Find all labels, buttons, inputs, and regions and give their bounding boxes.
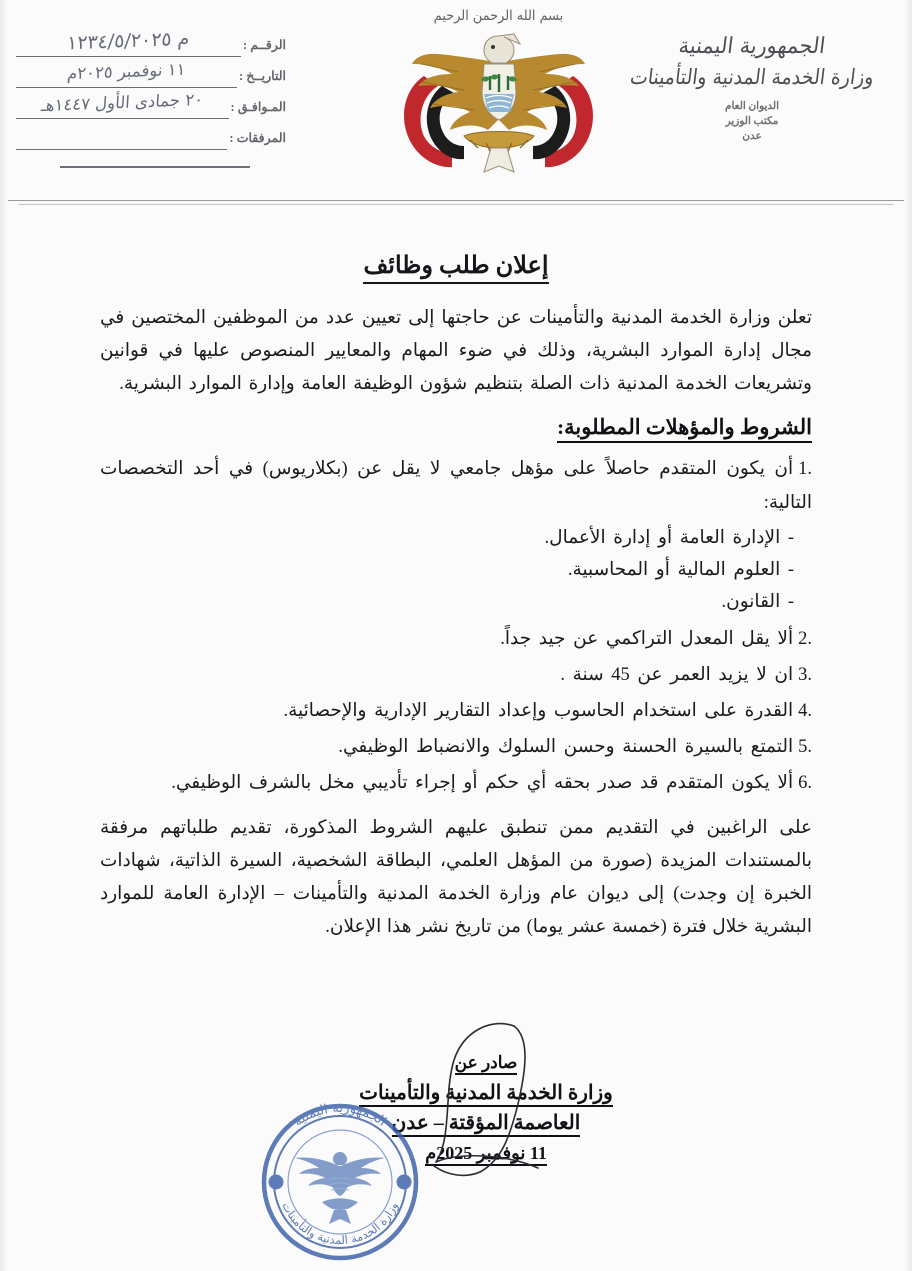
- condition-text-6: ألا يكون المتقدم قد صدر بحقه أي حكم أو إجراء تأديبي مخل بالشرف الوظيفي.: [171, 773, 794, 793]
- signature-block: [0, 1048, 912, 1168]
- reference-hijri-label: المـوافـق :: [230, 100, 286, 114]
- stamp-bottom-text: وزارة الخدمة المدنية والتأمينات: [279, 1199, 401, 1248]
- condition-number-5: .5: [798, 737, 812, 757]
- reference-number-label: الرقــم :: [242, 38, 286, 52]
- specialization-item-3: - القانون.: [721, 592, 794, 612]
- specialization-item-1: - الإدارة العامة أو إدارة الأعمال.: [544, 528, 794, 548]
- condition-item-3: [100, 658, 812, 692]
- condition-number-1: .1: [798, 459, 812, 479]
- conditions-list: [100, 452, 812, 800]
- header-divider-rule: [8, 200, 904, 201]
- section-heading-requirements: [100, 415, 812, 440]
- department-city: عدن: [742, 131, 762, 142]
- reference-hijri-value-field: [16, 89, 229, 119]
- reference-attachments-row: [16, 119, 286, 150]
- national-emblem-block: [386, 8, 611, 180]
- condition-item-1: [100, 452, 812, 618]
- reference-bottom-rule: [60, 166, 250, 168]
- condition-text-4: القدرة على استخدام الحاسوب وإعداد التقارير الإدارية والإحصائية.: [283, 701, 794, 721]
- condition-number-2: .2: [798, 629, 812, 649]
- signing-location-line: [359, 1108, 613, 1138]
- issued-by-line: [359, 1048, 613, 1078]
- republic-name: الجمهورية اليمنية: [677, 34, 827, 59]
- ministry-name: وزارة الخدمة المدنية والتأمينات: [628, 65, 876, 89]
- condition-item-2: [100, 622, 812, 656]
- section-heading-text: الشروط والمؤهلات المطلوبة:: [557, 415, 812, 443]
- condition-number-6: .6: [798, 773, 812, 793]
- condition-item-5: [100, 730, 812, 764]
- reference-date-label: التاريــخ :: [238, 69, 286, 83]
- condition-item-6: [100, 766, 812, 800]
- reference-date-handwritten: ١١ نوفمبر ٢٠٢٥م: [66, 59, 187, 84]
- reference-number-value-field: [16, 27, 241, 57]
- condition-text-2: ألا يقل المعدل التراكمي عن جيد جداً.: [500, 629, 794, 649]
- reference-block: [16, 26, 286, 168]
- reference-number-handwritten: م ١٢٣٤/٥/٢٠٢٥: [66, 27, 191, 55]
- signing-date-line: [359, 1138, 613, 1168]
- closing-paragraph: على الراغبين في التقديم ممن تنطبق عليهم الشروط المذكورة، تقديم طلباتهم مرفقة بالمستندات المزيدة (صورة من المؤهل العلمي، البطاقة الشخصية، السيرة الذاتية، شهادات الخبرة إن وجدت) إلى ديوان عام وزارة الخدمة المدنية والتأمينات – الإدارة العامة للموارد البشرية خلال فترة (خمسة عشر يوما) من تاريخ نشر هذا الإعلان.: [100, 818, 812, 937]
- signing-location-text: العاصمة المؤقتة – عدن: [392, 1112, 581, 1137]
- reference-hijri-handwritten: ٢٠ جمادى الأول ١٤٤٧هـ: [40, 89, 204, 116]
- specializations-list: [100, 522, 812, 618]
- ministry-letterhead: [612, 34, 892, 144]
- reference-attachments-label: المرفقات :: [229, 131, 286, 145]
- signing-organization-text: وزارة الخدمة المدنية والتأمينات: [359, 1082, 613, 1107]
- reference-number-row: [16, 26, 286, 57]
- basmala-text: بسم الله الرحمن الرحيم: [433, 8, 564, 24]
- svg-text:وزارة الخدمة المدنية والتأمينا: [279, 1200, 401, 1247]
- department-minister-office: مكتب الوزير: [725, 116, 779, 127]
- reference-date-value-field: [16, 61, 237, 88]
- department-general-office: الديوان العام: [724, 101, 780, 112]
- reference-attachments-value-field: [16, 123, 227, 150]
- condition-number-3: .3: [798, 665, 812, 685]
- condition-text-5: التمتع بالسيرة الحسنة وحسن السلوك والانضباط الوظيفي.: [338, 737, 794, 757]
- reference-hijri-row: [16, 88, 286, 119]
- condition-number-4: .4: [798, 701, 812, 721]
- specialization-item-2: - العلوم المالية أو المحاسبية.: [567, 560, 794, 580]
- reference-date-row: [16, 57, 286, 88]
- intro-paragraph: تعلن وزارة الخدمة المدنية والتأمينات عن حاجتها إلى تعيين عدد من الموظفين المختصين في مجال إدارة الموارد البشرية، وذلك في ضوء المهام والمعايير المنصوص عليها في قوانين وتشريعات الخدمة المدنية ذات الصلة بتنظيم شؤون الوظيفة العامة وإدارة الموارد البشرية.: [100, 308, 812, 394]
- condition-text-3: ان لا يزيد العمر عن 45 سنة .: [560, 665, 794, 685]
- signing-organization-line: [359, 1078, 613, 1108]
- issued-by-text: صادر عن: [455, 1053, 518, 1075]
- letterhead-header: [0, 0, 912, 205]
- condition-item-4: [100, 694, 812, 728]
- stamp-top-text: الجمهورية اليمنية: [291, 1100, 389, 1130]
- yemen-coat-of-arms-icon: [386, 20, 611, 180]
- page-title-text: إعلان طلب وظائف: [363, 253, 548, 284]
- document-body: [0, 205, 912, 944]
- signing-date-text: 11 نوفمبر 2025م: [425, 1143, 547, 1166]
- condition-text-1: أن يكون المتقدم حاصلاً على مؤهل جامعي لا يقل عن (بكلاريوس) في أحد التخصصات التالية:: [100, 459, 812, 513]
- page-title: [100, 251, 812, 280]
